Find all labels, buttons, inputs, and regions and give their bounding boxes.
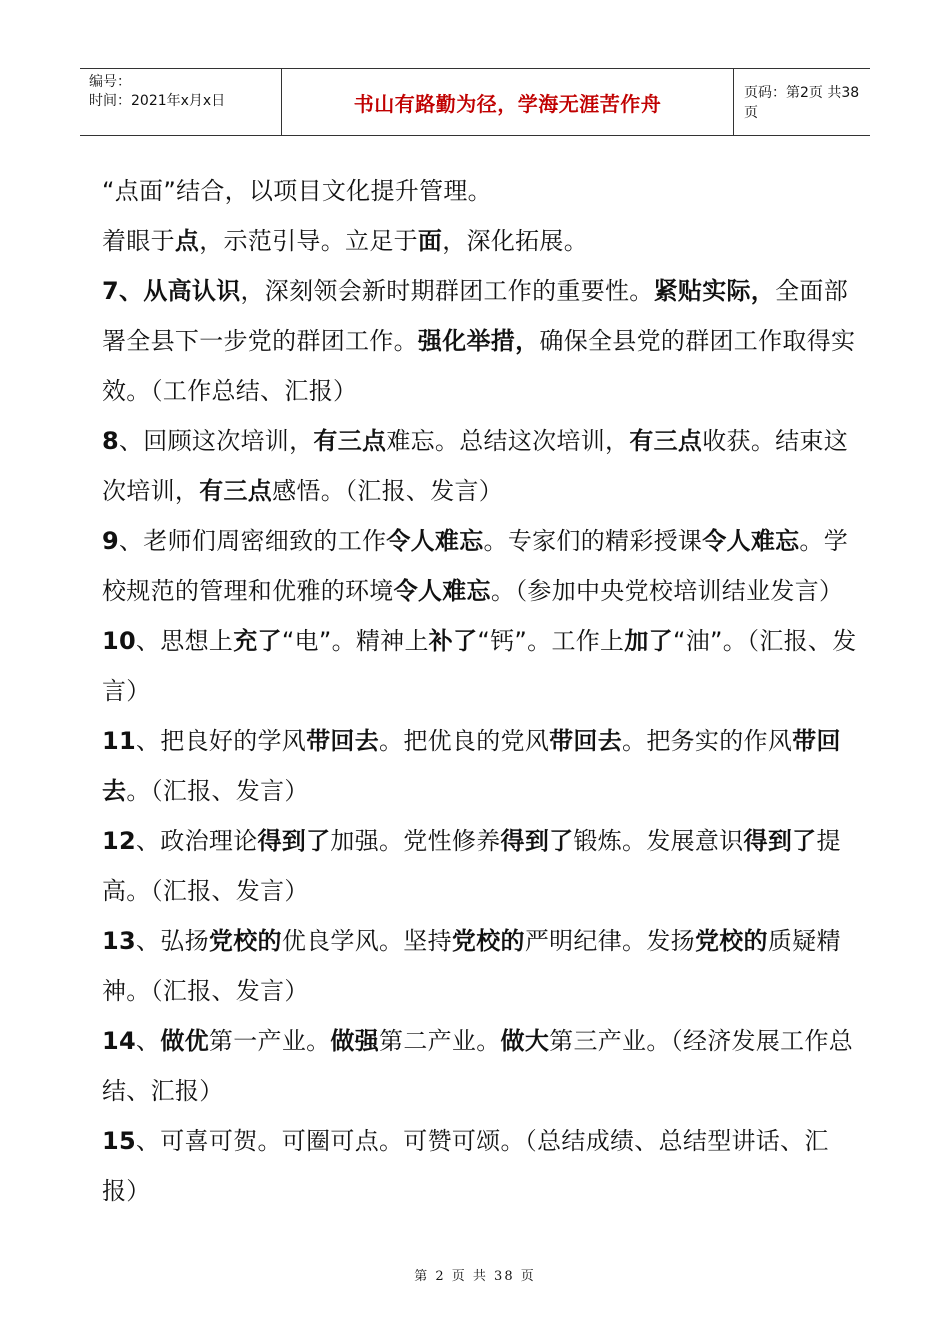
text: 感悟。（汇报、发言） (272, 477, 504, 505)
text: 。（汇报、发言） (126, 777, 309, 805)
paragraph (102, 916, 858, 1016)
text: 第二产业。 (379, 1027, 501, 1055)
text: 难忘。总结这次培训， (386, 427, 630, 455)
text: 严明纪律。发扬 (524, 927, 695, 955)
paragraph (102, 616, 858, 716)
bold-text: 得到了 (500, 827, 574, 855)
bold-text: 7、从高认识 (102, 277, 241, 305)
text: 质疑精神。（汇报、发言） (102, 927, 841, 1005)
header-table (80, 68, 870, 136)
text: “钙”。工作上 (477, 627, 625, 655)
bold-text: 9 (102, 527, 119, 555)
bold-text: 党校的 (208, 927, 282, 955)
bold-text: 做大 (500, 1027, 550, 1055)
bold-text: 补了 (428, 627, 478, 655)
header-info-cell (80, 69, 282, 135)
bold-text: 有三点 (199, 477, 273, 505)
text: 收获。结束这次培训， (102, 427, 849, 505)
bold-text: 有三点 (629, 427, 703, 455)
text: “点面”结合，以项目文化提升管理。 (102, 177, 492, 205)
bold-text: 带回去 (306, 727, 380, 755)
text: 确保全县党的群团工作取得实效。（工作总结、汇报） (102, 327, 856, 405)
bold-text: 做强 (330, 1027, 380, 1055)
text: 。专家们的精彩授课 (483, 527, 703, 555)
bold-text: 14 (102, 1027, 136, 1055)
bold-text: 15 (102, 1127, 136, 1155)
paragraph (102, 516, 858, 616)
bold-text: 党校的 (451, 927, 525, 955)
text: 、思想上 (136, 627, 234, 655)
text: 、政治理论 (136, 827, 258, 855)
text: 。把务实的作风 (622, 727, 793, 755)
text: 。把优良的党风 (379, 727, 550, 755)
bold-text: 12 (102, 827, 136, 855)
paragraph (102, 1116, 858, 1216)
text: 。（参加中央党校培训结业发言） (490, 577, 844, 605)
bold-text: 8 (102, 427, 119, 455)
bold-text: 做优 (160, 1027, 209, 1055)
header-motto: 书山有路勤为径，学海无涯苦作舟 (282, 69, 734, 135)
bold-text: 令人难忘 (386, 527, 484, 555)
text: 。学校规范的管理和优雅的环境 (102, 527, 849, 605)
paragraph (102, 166, 858, 216)
text: 加强。党性修养 (330, 827, 501, 855)
bold-text: 充了 (233, 627, 282, 655)
bold-text: 得到了 (257, 827, 331, 855)
text: 全面部署全县下一步党的群团工作。 (102, 277, 849, 355)
bold-text: 面 (417, 227, 443, 255)
bold-text: 令人难忘 (393, 577, 491, 605)
paragraph (102, 266, 858, 416)
bold-text: 紧贴实际， (653, 277, 776, 305)
bold-text: 强化举措， (417, 327, 540, 355)
paragraph (102, 416, 858, 516)
bold-text: 带回去 (549, 727, 623, 755)
text: 、可喜可贺。可圈可点。可赞可颂。（总结成绩、总结型讲话、汇报） (102, 1127, 829, 1205)
page-footer: 第 2 页 共 38 页 (414, 1269, 536, 1284)
bold-text: 点 (174, 227, 200, 255)
text: ，深刻领会新时期群团工作的重要性。 (240, 277, 654, 305)
text: 、 (136, 1027, 161, 1055)
text: “电”。精神上 (281, 627, 429, 655)
document-body (102, 166, 858, 1216)
text: “油”。（汇报、发言） (102, 627, 857, 705)
bold-text: 得到了 (743, 827, 817, 855)
bold-text: 10 (102, 627, 136, 655)
text: 锻炼。发展意识 (573, 827, 744, 855)
text: 着眼于 (102, 227, 175, 255)
document-date-label: 时间：2021年x月x日 (89, 93, 226, 109)
text: ，深化拓展。 (442, 227, 589, 255)
paragraph (102, 816, 858, 916)
bold-text: 令人难忘 (702, 527, 800, 555)
bold-text: 加了 (624, 627, 673, 655)
text: 第三产业。（经济发展工作总结、汇报） (102, 1027, 854, 1105)
text: 优良学风。坚持 (281, 927, 452, 955)
text: 、把良好的学风 (136, 727, 307, 755)
paragraph (102, 716, 858, 816)
bold-text: 有三点 (313, 427, 387, 455)
document-number-label: 编号： (89, 74, 131, 90)
header-page-label: 页码：第2页 共38页 (744, 85, 860, 121)
paragraph (102, 216, 858, 266)
text: ，示范引导。立足于 (199, 227, 418, 255)
text: 、回顾这次培训， (119, 427, 314, 455)
bold-text: 13 (102, 927, 136, 955)
text: 第一产业。 (208, 1027, 331, 1055)
bold-text: 带回去 (102, 727, 841, 805)
paragraph (102, 1016, 858, 1116)
bold-text: 党校的 (694, 927, 768, 955)
bold-text: 11 (102, 727, 136, 755)
text: 、弘扬 (136, 927, 209, 955)
text: 、老师们周密细致的工作 (119, 527, 387, 555)
text: 提高。（汇报、发言） (102, 827, 841, 905)
